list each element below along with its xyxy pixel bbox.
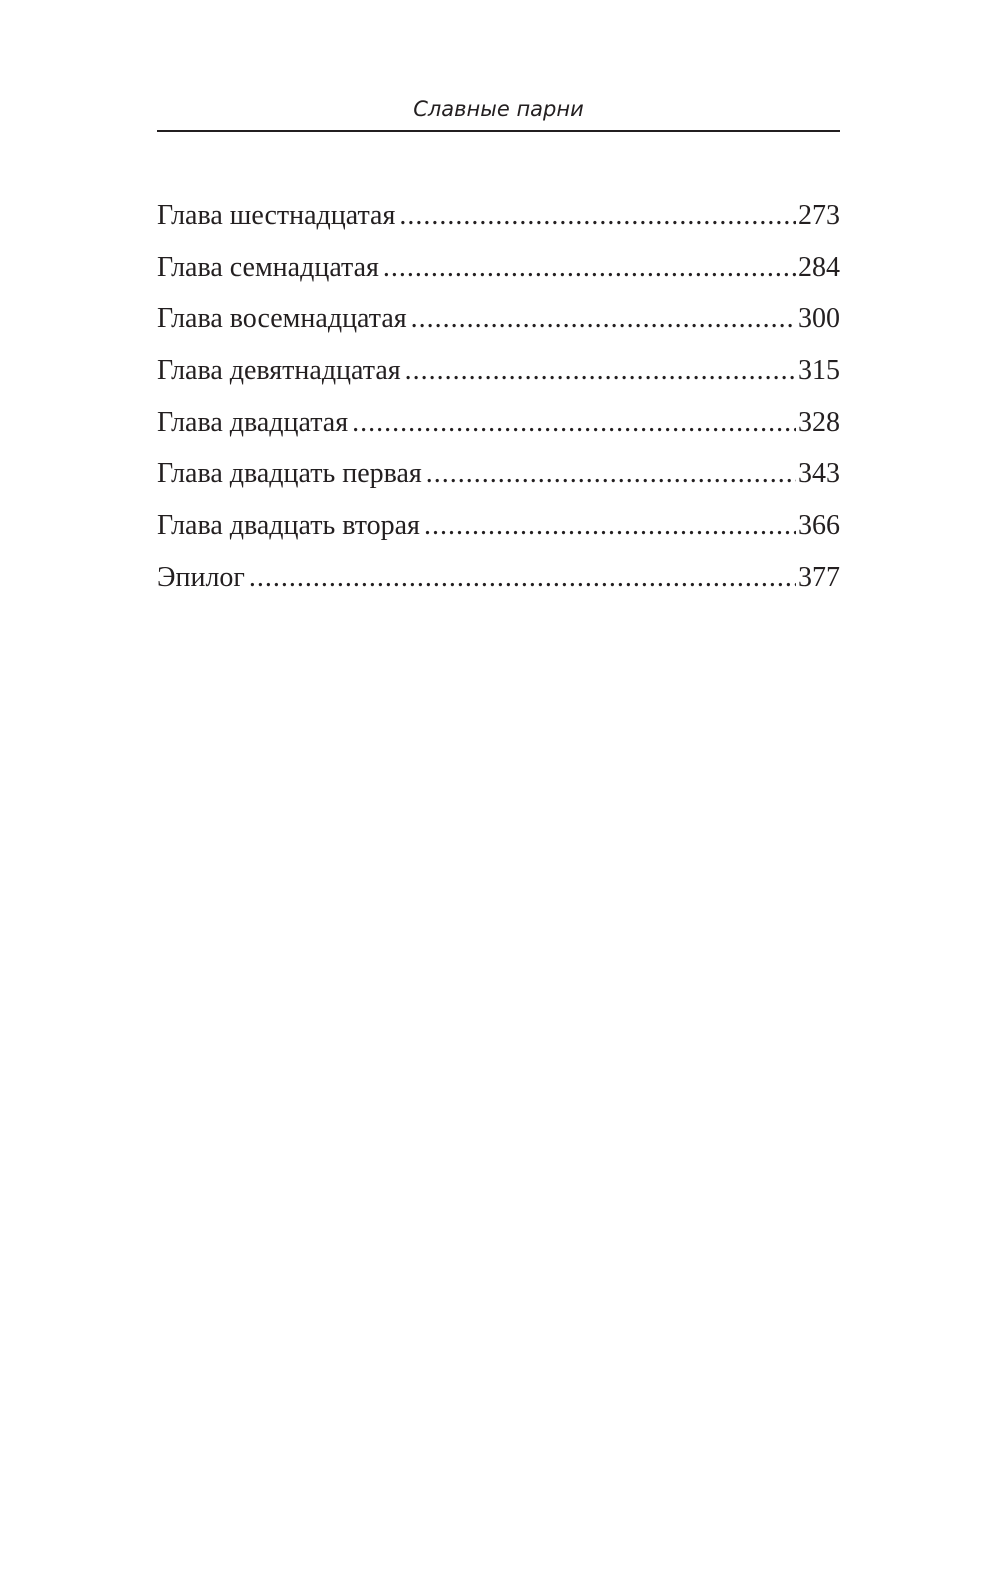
toc-entry [157,506,840,558]
toc-entry-title: Глава шестнадцатая [157,200,396,231]
toc-entry-page: 343 [798,458,840,490]
toc-entry [157,299,840,351]
toc-entry [157,248,840,300]
dot-leader [411,299,796,339]
toc-entry-page: 300 [798,303,840,335]
toc-entry-title: Глава девятнадцатая [157,355,401,387]
toc-entry-page: 315 [798,355,840,387]
toc-entry [157,351,840,403]
header-rule [157,130,840,132]
dot-leader [352,403,796,443]
dot-leader [383,248,796,288]
toc-entry-title: Глава восемнадцатая [157,303,407,335]
toc-entry-title: Глава семнадцатая [157,251,379,283]
running-header: Славные парни [413,97,584,121]
toc-entry [157,403,840,455]
dot-leader [424,506,796,546]
toc-entry-title: Глава двадцать вторая [157,510,420,542]
toc-entry [157,558,840,610]
toc-entry-page: 366 [798,510,840,542]
toc-entry-page: 377 [798,561,840,593]
dot-leader [426,454,796,494]
dot-leader [249,558,796,598]
toc-entry-page: 284 [798,251,840,283]
toc-entry-title: Глава двадцатая [157,406,349,438]
dot-leader [405,351,796,391]
toc-entry [157,196,840,248]
toc-entry-title: Глава двадцать первая [157,458,422,490]
toc-entry-page: 273 [798,200,840,231]
table-of-contents [157,196,840,610]
dot-leader [399,196,796,236]
toc-entry [157,454,840,506]
toc-entry-title: Эпилог [157,561,245,593]
toc-entry-page: 328 [798,406,840,438]
